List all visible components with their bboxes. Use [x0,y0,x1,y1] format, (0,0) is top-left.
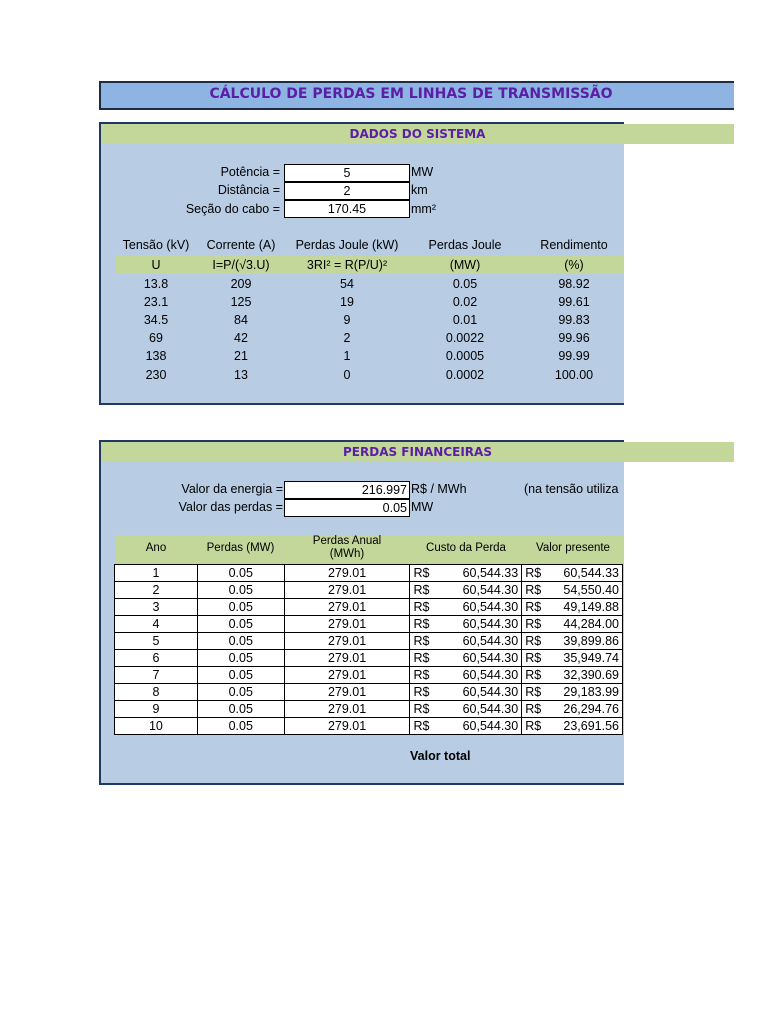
cell-perdas-anual: 279.01 [284,684,410,701]
currency-label: R$ [413,566,430,580]
cell-perdas-kw: 19 [340,295,354,309]
cell-custo [410,701,522,718]
tension-note [524,482,624,496]
currency-label: R$ [525,685,542,699]
cell-corrente: 21 [234,349,248,363]
cell-custo [410,650,522,667]
potencia-unit: MW [411,165,434,179]
header-corrente: Corrente (A) [206,238,276,252]
cell-valor-presente [522,616,623,633]
currency-label: R$ [525,566,542,580]
currency-label: R$ [525,600,542,614]
cell-custo [410,633,522,650]
cell-perdas: 0.05 [197,701,284,718]
valor-presente-value: 44,284.00 [563,617,619,631]
cell-ano: 2 [115,582,198,599]
currency-label: R$ [413,668,430,682]
cell-perdas: 0.05 [197,684,284,701]
currency-label: R$ [413,600,430,614]
cell-perdas-mw: 0.0005 [445,349,485,363]
cell-valor-presente [522,701,623,718]
table-row [115,565,623,582]
cell-perdas-anual: 279.01 [284,616,410,633]
cell-perdas-kw: 54 [340,277,354,291]
cell-ano: 8 [115,684,198,701]
cell-corrente: 209 [230,277,252,291]
potencia-input[interactable]: 5 [284,164,410,182]
title-bar [99,81,734,110]
currency-label: R$ [413,719,430,733]
fin-header-custo: Custo da Perda [426,542,506,554]
cell-custo [410,565,522,582]
cell-perdas-mw: 0.0002 [445,368,485,382]
potencia-label: Potência = [220,165,280,179]
cell-perdas-kw: 9 [343,313,351,327]
custo-value: 60,544.30 [462,668,519,682]
cell-tensao: 13.8 [143,277,169,291]
valor-presente-value: 26,294.76 [563,702,619,716]
cell-valor-presente [522,599,623,616]
cell-rendimento: 98.92 [558,277,590,291]
cell-perdas: 0.05 [197,667,284,684]
cell-custo [410,582,522,599]
cell-valor-presente [522,650,623,667]
cell-valor-presente [522,565,623,582]
currency-label: R$ [525,719,542,733]
custo-value: 60,544.30 [462,651,519,665]
distancia-unit: km [411,183,428,197]
page-title: CÁLCULO DE PERDAS EM LINHAS DE TRANSMISSÃO [209,86,613,102]
cell-ano: 3 [115,599,198,616]
header-perdas-joule: Perdas Joule [428,238,502,252]
cell-ano: 7 [115,667,198,684]
cell-ano: 10 [115,718,198,735]
cell-perdas: 0.05 [197,633,284,650]
cell-perdas-anual: 279.01 [284,667,410,684]
cell-valor-presente [522,667,623,684]
currency-label: R$ [525,668,542,682]
cell-ano: 4 [115,616,198,633]
valor-presente-value: 54,550.40 [563,583,619,597]
cell-ano: 1 [115,565,198,582]
distancia-label: Distância = [217,183,280,197]
financial-table [114,564,623,735]
cell-ano: 5 [115,633,198,650]
fin-header-ano: Ano [145,542,167,554]
cell-perdas-anual: 279.01 [284,718,410,735]
custo-value: 60,544.30 [462,685,519,699]
header-rendimento: Rendimento [540,238,608,252]
cell-perdas-kw: 0 [343,368,351,382]
custo-value: 60,544.30 [462,719,519,733]
cell-rendimento: 100.00 [554,368,594,382]
cell-tensao: 34.5 [143,313,169,327]
fin-header-perdas-anual: Perdas Anual (MWh) [312,535,382,560]
tension-note-text: (na tensão utiliza [524,482,619,496]
secao-label: Seção do cabo = [185,202,280,216]
custo-value: 60,544.30 [462,600,519,614]
table-row [115,667,623,684]
valor-energia-unit: R$ / MWh [411,482,467,496]
fin-header-perdas: Perdas (MW) [206,542,275,554]
valor-presente-value: 23,691.56 [563,719,619,733]
cell-custo [410,616,522,633]
cell-corrente: 42 [234,331,248,345]
cell-perdas-anual: 279.01 [284,633,410,650]
currency-label: R$ [413,685,430,699]
cell-perdas: 0.05 [197,582,284,599]
cell-tensao: 23.1 [143,295,169,309]
cell-perdas-mw: 0.01 [452,313,478,327]
cell-rendimento: 99.83 [558,313,590,327]
table-row [115,718,623,735]
cell-corrente: 125 [230,295,252,309]
cell-valor-presente [522,582,623,599]
custo-value: 60,544.30 [462,634,519,648]
currency-label: R$ [525,651,542,665]
table-row [115,582,623,599]
currency-label: R$ [525,634,542,648]
table-row [115,633,623,650]
custo-value: 60,544.30 [462,583,519,597]
custo-value: 60,544.33 [462,566,519,580]
cell-valor-presente [522,718,623,735]
cell-perdas-kw: 1 [343,349,351,363]
currency-label: R$ [413,634,430,648]
cell-valor-presente [522,684,623,701]
cell-perdas-mw: 0.05 [452,277,478,291]
cell-valor-presente [522,633,623,650]
header-mw: (MW) [449,258,481,272]
table-row [115,684,623,701]
cell-perdas: 0.05 [197,599,284,616]
cell-perdas-anual: 279.01 [284,565,410,582]
cell-perdas-anual: 279.01 [284,650,410,667]
cell-tensao: 230 [145,368,167,382]
table-row [115,650,623,667]
cell-tensao: 138 [145,349,167,363]
cell-perdas-anual: 279.01 [284,582,410,599]
cell-rendimento: 99.61 [558,295,590,309]
cell-rendimento: 99.99 [558,349,590,363]
valor-presente-value: 29,183.99 [563,685,619,699]
secao-unit: mm² [411,202,436,216]
secao-input[interactable]: 170.45 [284,200,410,218]
header-u: U [151,258,161,272]
currency-label: R$ [525,583,542,597]
system-data-heading: DADOS DO SISTEMA [101,124,734,144]
cell-corrente: 13 [234,368,248,382]
valor-presente-value: 32,390.69 [563,668,619,682]
custo-value: 60,544.30 [462,702,519,716]
cell-perdas-mw: 0.0022 [445,331,485,345]
header-formula-i: I=P/(√3.U) [212,258,270,272]
cell-perdas-anual: 279.01 [284,701,410,718]
header-pct: (%) [564,258,584,272]
valor-energia-label: Valor da energia = [181,482,283,496]
cell-perdas: 0.05 [197,718,284,735]
valor-presente-value: 35,949.74 [563,651,619,665]
currency-label: R$ [413,651,430,665]
table-row [115,599,623,616]
cell-custo [410,599,522,616]
cell-custo [410,667,522,684]
cell-corrente: 84 [234,313,248,327]
cell-tensao: 69 [149,331,163,345]
fin-header-valor-presente: Valor presente [536,542,610,554]
cell-perdas-anual: 279.01 [284,599,410,616]
currency-label: R$ [525,702,542,716]
header-formula-joule: 3RI² = R(P/U)² [306,258,388,272]
valor-perdas-unit: MW [411,500,434,514]
currency-label: R$ [413,583,430,597]
cell-rendimento: 99.96 [558,331,590,345]
cell-ano: 6 [115,650,198,667]
table-row [115,701,623,718]
total-label: Valor total [410,749,471,763]
valor-presente-value: 49,149.88 [563,600,619,614]
distancia-input[interactable]: 2 [284,182,410,200]
cell-perdas: 0.05 [197,650,284,667]
cell-perdas-mw: 0.02 [452,295,478,309]
valor-presente-value: 39,899.86 [563,634,619,648]
cell-perdas: 0.05 [197,565,284,582]
cell-perdas-kw: 2 [343,331,351,345]
currency-label: R$ [413,702,430,716]
header-perdas-kw: Perdas Joule (kW) [295,238,399,252]
table-row [115,616,623,633]
cell-custo [410,718,522,735]
header-tensao: Tensão (kV) [122,238,190,252]
currency-label: R$ [413,617,430,631]
valor-perdas-label: Valor das perdas = [178,500,283,514]
valor-perdas-input[interactable]: 0.05 [284,499,410,517]
financial-heading: PERDAS FINANCEIRAS [101,442,734,462]
cell-perdas: 0.05 [197,616,284,633]
custo-value: 60,544.30 [462,617,519,631]
cell-custo [410,684,522,701]
valor-presente-value: 60,544.33 [563,566,619,580]
currency-label: R$ [525,617,542,631]
valor-energia-input[interactable]: 216.997 [284,481,410,499]
cell-ano: 9 [115,701,198,718]
